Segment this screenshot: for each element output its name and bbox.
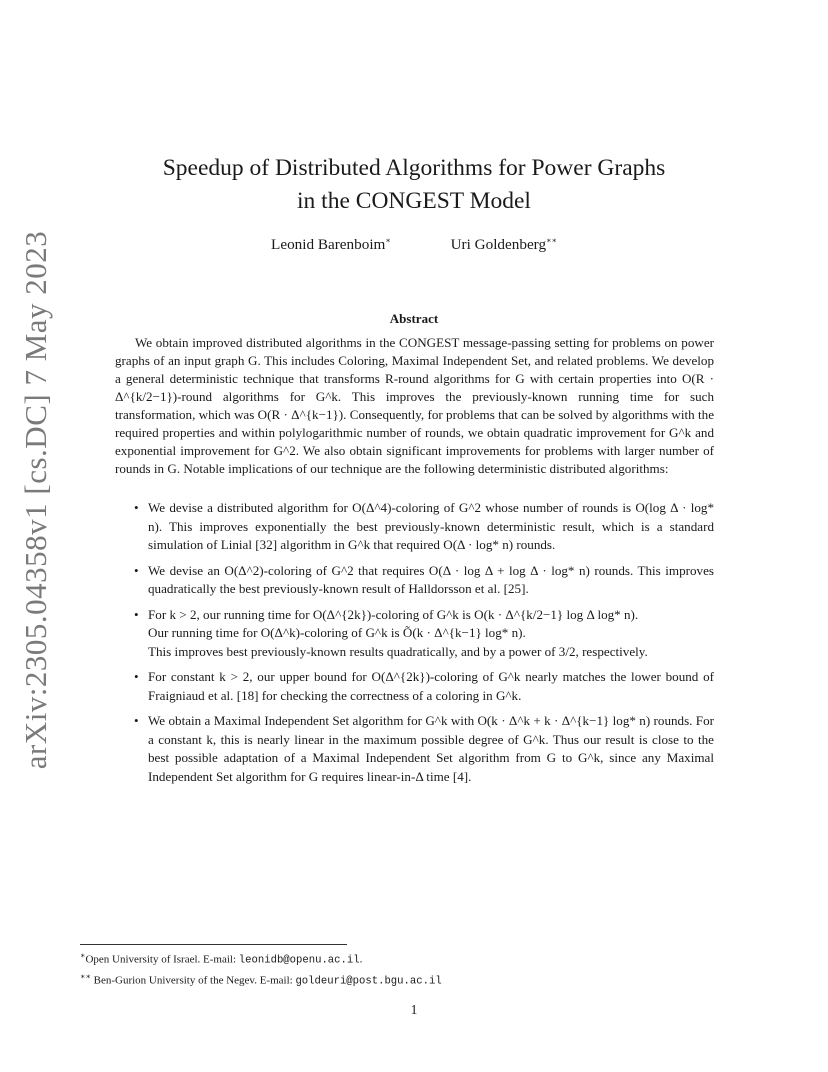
footnote-2-text: Ben-Gurion University of the Negev. E-mail: [90, 974, 296, 987]
result-item-2-text: We devise an O(Δ^2)-coloring of G^2 that requires O(Δ · log Δ + log Δ · log* n) rounds. This improves quadratically the best previously-known result of Halldorsson et al. [25]. [148, 562, 714, 596]
bullet-icon: • [134, 500, 139, 515]
footnotes [80, 948, 740, 990]
result-item-5-text: We obtain a Maximal Independent Set algorithm for G^k with O(k · Δ^k + k · Δ^{k−1} log* n) rounds. For a constant k, this is nearly linear in the maximum possible degree of G^k. Thus our result is close to the best possible adaptation of a Maximal Independent Set algorithm from G to G^k, since any Maximal Independent Set algorithm for G requires linear-in-Δ time [4]. [148, 713, 714, 784]
abstract-body: We obtain improved distributed algorithms in the CONGEST message-passing setting for problems on power graphs of an input graph G. This includes Coloring, Maximal Independent Set, and related problems. We develop a general deterministic technique that transforms R-round algorithms for G with certain properties into O(R · Δ^{k/2−1})-round algorithms for G^k. This improves the previously-known running time for such transformation, which was O(R · Δ^{k−1}). Consequently, for problems that can be solved by algorithms with the required properties and within polylogarithmic number of rounds, we obtain quadratic improvement for G^k and exponential improvement for G^2. We also obtain significant improvements for problems with larger number of rounds in G. Notable implications of our technique are the following deterministic distributed algorithms: [115, 335, 714, 476]
author-1-name: Leonid Barenboim [271, 236, 386, 254]
result-item-5 [134, 712, 714, 786]
page-number: 1 [410, 1002, 418, 1017]
footnote-1-end: . [359, 953, 363, 966]
title-line-1: Speedup of Distributed Algorithms for Power Graphs [162, 155, 666, 181]
author-list [0, 236, 828, 254]
footnote-2 [80, 969, 740, 990]
footnote-1-email[interactable]: leonidb@openu.ac.il [238, 954, 360, 967]
arxiv-identifier-text: arXiv:2305.04358v1 [cs.DC] 7 May 2023 [18, 230, 53, 770]
result-item-4-text: For constant k > 2, our upper bound for O(Δ^{2k})-coloring of G^k nearly matches the lower bound of Fraigniaud et al. [18] for checking the correctness of a coloring in G^k. [148, 669, 714, 703]
footnote-2-mark: ∗∗ [80, 972, 91, 982]
author-2 [451, 236, 557, 254]
author-2-footnote-mark: ∗∗ [546, 236, 557, 245]
footnote-divider [80, 944, 347, 945]
paper-title [0, 152, 828, 218]
result-item-1-text: We devise a distributed algorithm for O(Δ^4)-coloring of G^2 whose number of rounds is O(log Δ · log* n). This improves exponentially the best previously-known deterministic result, which is a standard simulation of Linial [32] algorithm in G^k that required O(Δ · log* n) rounds. [148, 500, 714, 552]
results-list [134, 499, 714, 793]
footnote-1 [80, 948, 740, 969]
bullet-icon: • [134, 606, 139, 622]
result-item-3-line-1: For k > 2, our running time for O(Δ^{2k})-coloring of G^k is O(k · Δ^{k/2−1} log Δ log* n). [148, 606, 639, 622]
footnote-2-email[interactable]: goldeuri@post.bgu.ac.il [295, 975, 442, 988]
result-item-4 [134, 668, 714, 705]
footnote-1-mark: ∗ [80, 951, 86, 960]
bullet-icon: • [134, 713, 139, 728]
result-item-3-line-2: Our running time for O(Δ^k)-coloring of G^k is Õ(k · Δ^{k−1} log* n). [148, 625, 526, 640]
result-item-2 [134, 562, 714, 599]
bullet-icon: • [134, 562, 139, 578]
author-1 [271, 236, 391, 254]
abstract-heading: Abstract [389, 311, 439, 326]
author-1-footnote-mark: ∗ [385, 236, 391, 245]
result-item-3 [134, 606, 714, 662]
bullet-icon: • [134, 669, 139, 684]
result-item-1 [134, 499, 714, 555]
footnote-1-text: Open University of Israel. E-mail: [85, 953, 239, 966]
author-2-name: Uri Goldenberg [450, 236, 547, 254]
result-item-3-line-3: This improves best previously-known results quadratically, and by a power of 3/2, respectively. [148, 643, 648, 659]
title-line-2: in the CONGEST Model [297, 188, 531, 214]
arxiv-identifier-stamp [16, 230, 56, 770]
